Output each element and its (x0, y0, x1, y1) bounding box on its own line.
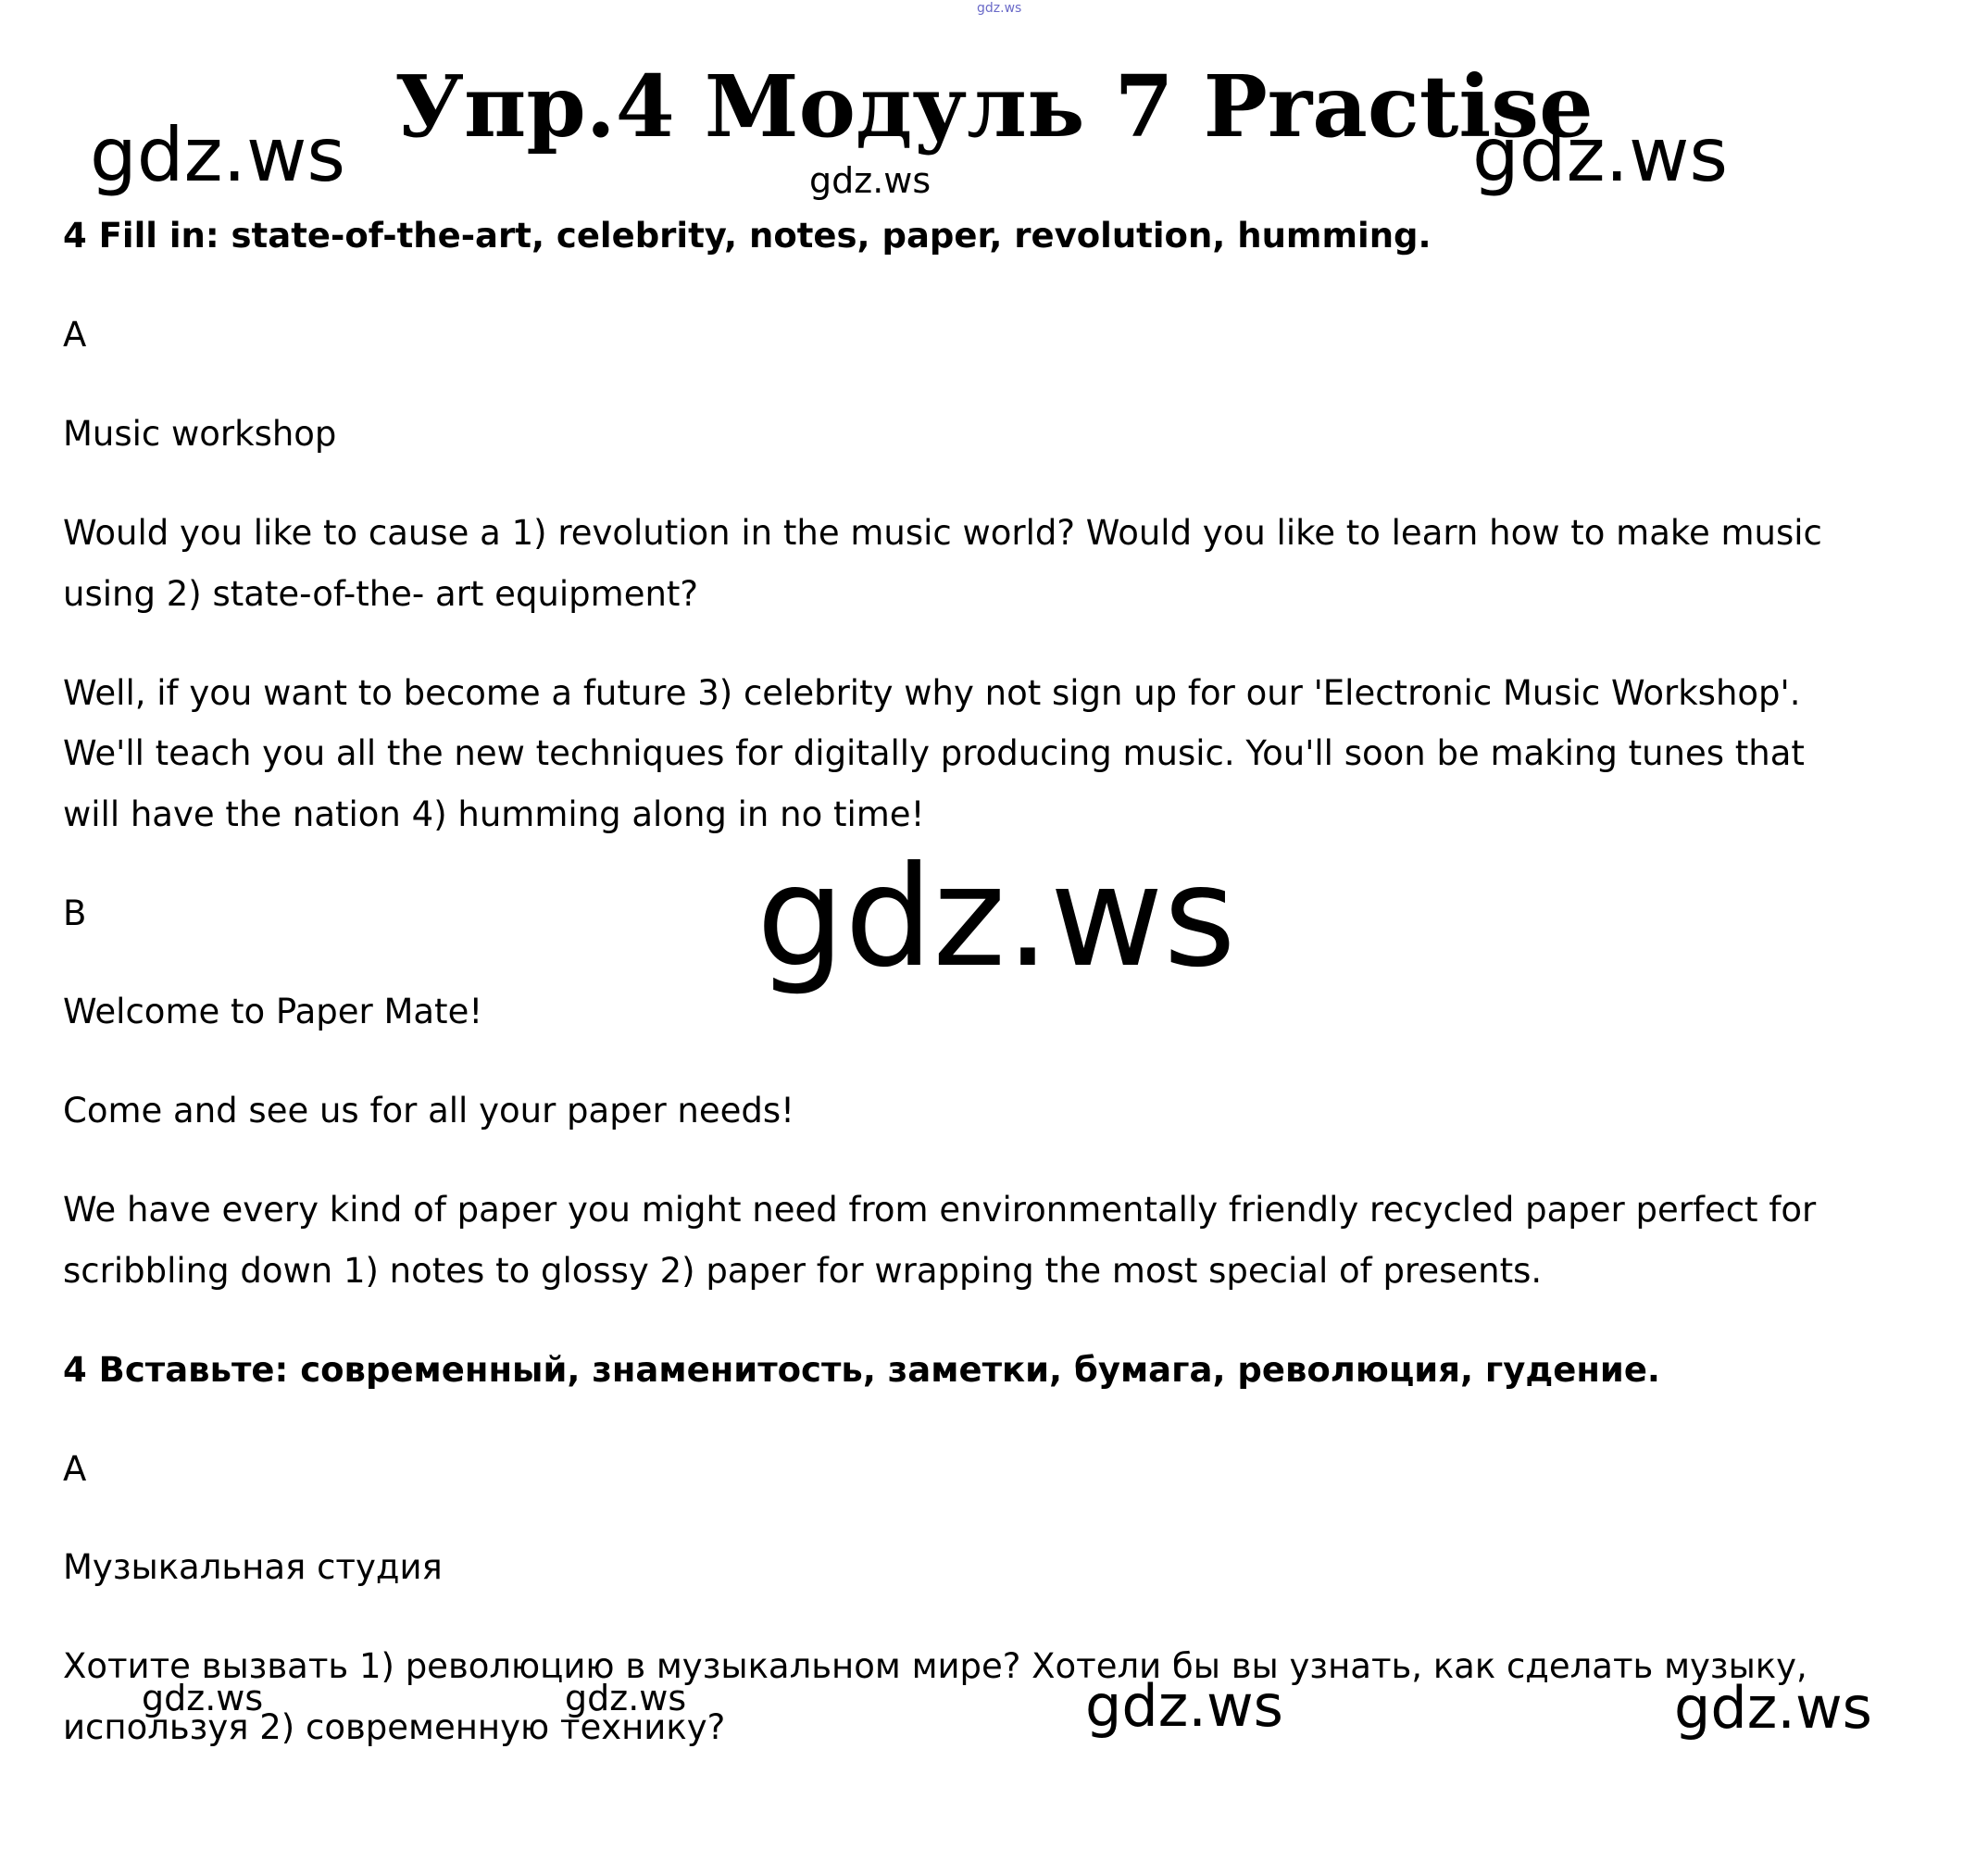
watermark-bottom-3: gdz.ws (1085, 1672, 1283, 1740)
watermark-left-top: gdz.ws (90, 112, 346, 198)
watermark-right-top: gdz.ws (1472, 112, 1729, 198)
paragraph-a2-line2: We'll teach you all the new techniques for digitally producing music. You'll soon be making tunes that (63, 733, 1805, 773)
page-title: Упр.4 Модуль 7 Practise (394, 56, 1594, 156)
paragraph-a1-line2: using 2) state-of-the- art equipment? (63, 574, 699, 614)
label-b-en: B (63, 893, 87, 933)
paragraph-a2-line3: will have the nation 4) humming along in no time! (63, 794, 925, 834)
paragraph-b2-line1: We have every kind of paper you might need from environmentally friendly recycled paper perfect for (63, 1190, 1817, 1230)
instruction-ru: 4 Вставьте: современный, знаменитость, заметки, бумага, революция, гудение. (63, 1350, 1660, 1390)
watermark-bottom-2: gdz.ws (565, 1678, 687, 1718)
paragraph-b1: Come and see us for all your paper needs! (63, 1091, 795, 1131)
paragraph-b2-line2: scribbling down 1) notes to glossy 2) paper for wrapping the most special of presents. (63, 1251, 1543, 1291)
paragraph-a1-ru-line1: Хотите вызвать 1) революцию в музыкальном мире? Хотели бы вы узнать, как сделать музыку, (63, 1646, 1807, 1686)
heading-paper-mate: Welcome to Paper Mate! (63, 992, 483, 1031)
watermark-bottom-4: gdz.ws (1674, 1674, 1872, 1742)
label-a-en: A (63, 315, 87, 355)
watermark-center-big: gdz.ws (756, 837, 1236, 998)
paragraph-a1-ru-line2: используя 2) современную технику? (63, 1707, 726, 1747)
paragraph-a1-line1: Would you like to cause a 1) revolution in the music world? Would you like to learn how to make music (63, 513, 1822, 553)
watermark-bottom-1: gdz.ws (142, 1678, 264, 1718)
heading-music-studio-ru: Музыкальная студия (63, 1547, 443, 1587)
instruction-en: 4 Fill in: state-of-the-art, celebrity, notes, paper, revolution, humming. (63, 216, 1432, 256)
watermark-center-top: gdz.ws (809, 160, 931, 201)
label-a-ru: А (63, 1449, 87, 1489)
paragraph-a2-line1: Well, if you want to become a future 3) celebrity why not sign up for our 'Electronic Music Workshop'. (63, 673, 1801, 713)
watermark-top-small: gdz.ws (977, 1, 1022, 16)
heading-music-workshop: Music workshop (63, 414, 337, 454)
